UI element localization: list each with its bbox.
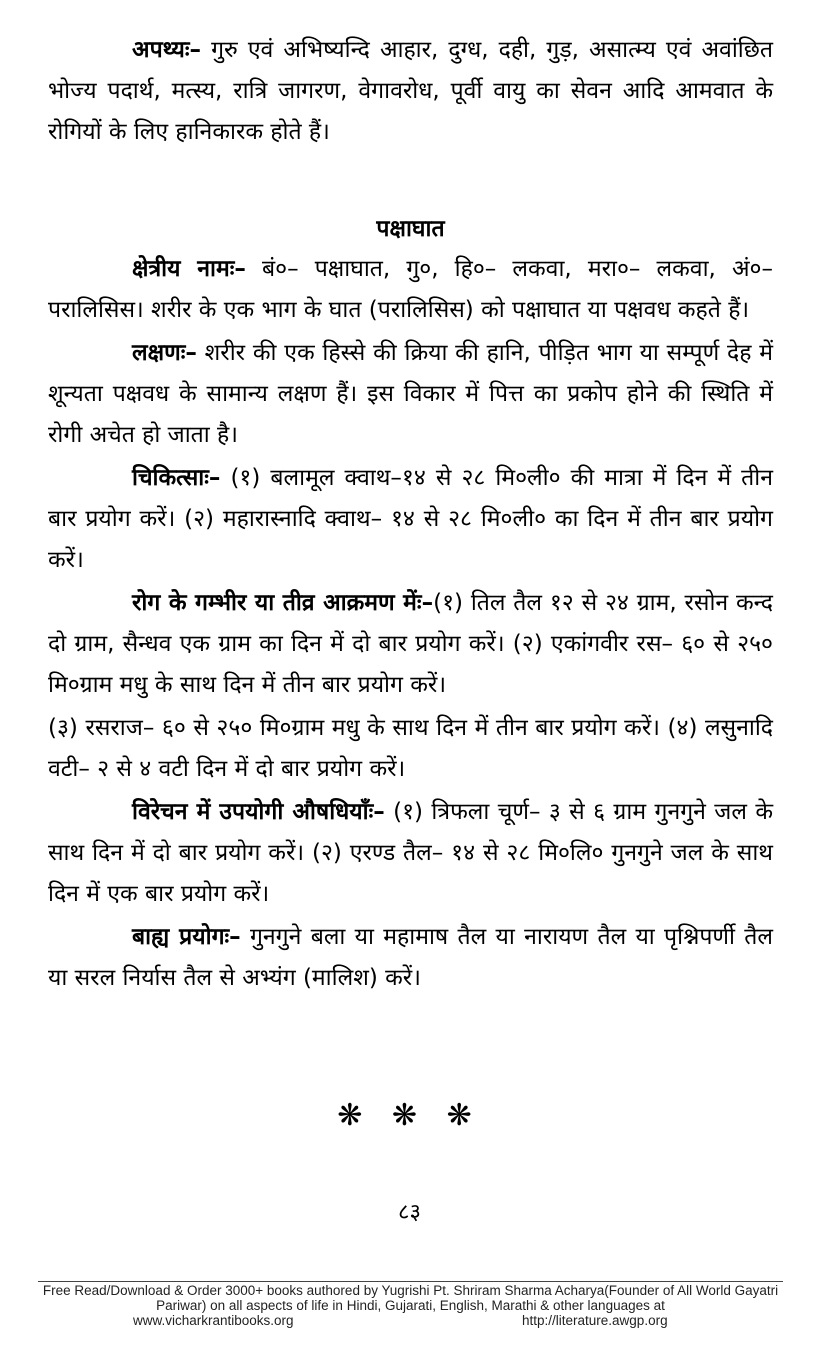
regional-names-paragraph [48, 249, 773, 331]
apathya-text: गुरु एवं अभिष्यन्दि आहार, दुग्ध, दही, गुड़, असात्म्य एवं अवांछित भोज्य पदार्थ, मत्स्य, रात्रि जागरण, वेगावरोध, पूर्वी वायु का सेवन आदि आमवात के रोगियों के लिए हानिकारक होते हैं। [48, 37, 773, 145]
external-use-paragraph [48, 917, 773, 999]
treatment-paragraph [48, 458, 773, 581]
continuation-paragraph: (३) रसराज– ६० से २५० मि०ग्राम मधु के साथ दिन में तीन बार प्रयोग करें। (४) लसुनादि वटी– २ से ४ वटी दिन में दो बार प्रयोग करें। [48, 715, 773, 782]
symptoms-text: शरीर की एक हिस्से की क्रिया की हानि, पीड़ित भाग या सम्पूर्ण देह में शून्यता पक्षवध के सामान्य लक्षण हैं। इस विकार में पित्त का प्रकोप होने की स्थिति में रोगी अचेत हो जाता है। [48, 340, 773, 448]
external-use-heading: बाह्य प्रयोगः– [132, 924, 241, 950]
symptoms-heading: लक्षणः– [132, 340, 197, 366]
page-number: ८३ [398, 1200, 421, 1225]
apathya-paragraph [48, 30, 773, 153]
acute-attack-heading: रोग के गम्भीर या तीव्र आक्रमण मेंः– [132, 590, 434, 616]
symptoms-paragraph [48, 333, 773, 456]
regional-names-heading: क्षेत्रीय नामः– [132, 256, 246, 282]
regional-names-text: बं०– पक्षाघात, गु०, हि०– लकवा, मरा०– लकवा, अं०– परालिसिस। शरीर के एक भाग के घात (परालिसिस) को पक्षाघात या पक्षवध कहते हैं। [48, 256, 773, 323]
footer-links [38, 1313, 783, 1329]
page-body [48, 30, 773, 999]
treatment-text: (१) बलामूल क्वाथ–१४ से २८ मि०ली० की मात्रा में दिन में तीन बार प्रयोग करें। (२) महारास्नादि क्वाथ– १४ से २८ मि०ली० का दिन में तीन बार प्रयोग करें। [48, 465, 773, 573]
footer-link-awgp[interactable]: http://literature.awgp.org [522, 1313, 668, 1328]
purgative-paragraph [48, 792, 773, 915]
purgative-heading: विरेचन में उपयोगी औषधियाँः– [132, 799, 385, 825]
footer-divider [38, 1281, 783, 1282]
external-use-text: गुनगुने बला या महामाष तैल या नारायण तैल या पृश्निपर्णी तैल या सरल निर्यास तैल से अभ्यंग (मालिश) करें। [48, 924, 773, 991]
apathya-heading: अपथ्यः– [132, 37, 201, 63]
footer-link-vicharkranti[interactable]: www.vicharkrantibooks.org [133, 1313, 294, 1328]
acute-attack-text: (१) तिल तैल १२ से २४ ग्राम, रसोन कन्द दो ग्राम, सैन्धव एक ग्राम का दिन में दो बार प्रयोग करें। (२) एकांगवीर रस– ६० से २५० मि०ग्राम मधु के साथ दिन में तीन बार प्रयोग करें। [48, 590, 773, 698]
treatment-heading: चिकित्साः– [132, 465, 221, 491]
section-title: पक्षाघात [376, 216, 445, 242]
footer-text: Free Read/Download & Order 3000+ books authored by Yugrishi Pt. Shriram Sharma Acharya(Founder of All World Gayatri Pariwar) on all aspects of life in Hindi, Gujarati, English, Marathi & other languages at [42, 1283, 779, 1313]
ornament-divider-icon: ❋ ❋ ❋ [337, 1098, 482, 1133]
acute-attack-paragraph [48, 583, 773, 706]
purgative-text: (१) त्रिफला चूर्ण– ३ से ६ ग्राम गुनगुने जल के साथ दिन में दो बार प्रयोग करें। (२) एरण्ड तैल– १४ से २८ मि०लि० गुनगुने जल के साथ दिन में एक बार प्रयोग करें। [48, 799, 774, 907]
